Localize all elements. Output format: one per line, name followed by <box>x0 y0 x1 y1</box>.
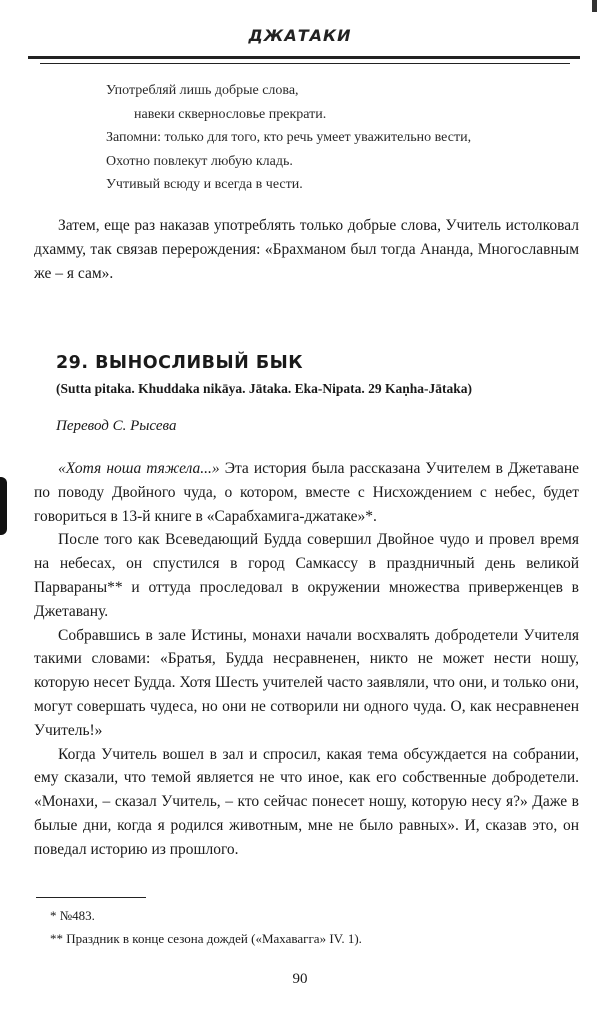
paragraph-2: После того как Всеведающий Будда совершил Двойное чудо и провел время на небесах, он спустился в город Самкассу в праздничный день великой Парвараны** и оттуда проследовал в окружении множества приверженцев в Джетавану. <box>34 531 579 620</box>
verse-line: Охотно повлекут любую кладь. <box>106 153 293 169</box>
conclusion-block <box>34 214 579 285</box>
verse-line: Учтивый всюду и всегда в чести. <box>106 177 303 192</box>
page-number: 90 <box>292 971 308 987</box>
verse-line: Употребляй лишь добрые слова, <box>106 83 299 98</box>
scan-corner-mark <box>592 0 597 12</box>
opening-quote: «Хотя ноша тяжела...» <box>58 460 220 477</box>
paragraph-1 <box>34 457 579 528</box>
running-head: ДЖАТАКИ <box>248 26 352 45</box>
verse-block <box>106 79 586 197</box>
main-text <box>34 457 579 862</box>
footnote-rule <box>36 897 146 898</box>
header-rule-thin <box>40 63 570 64</box>
footnotes <box>50 904 362 950</box>
translator-credit: Перевод С. Рысева <box>56 418 177 434</box>
scan-margin-mark <box>0 477 7 535</box>
conclusion-paragraph: Затем, еще раз наказав употреблять только добрые слова, Учитель истолковал дхамму, так связав перерождения: «Брахманом был тогда Ананда, Многославным же – я сам». <box>34 217 579 282</box>
paragraph-3: Собравшись в зале Истины, монахи начали восхвалять добродетели Учителя такими словами: «Братья, Будда несравненен, никто не может нести ношу, которую несет Будда. Хотя Шесть учителей часто заявляли, что они, и только они, могут совершать чудеса, но они не сотворили ни одного чуда. О, как несравненен Учитель!» <box>34 626 579 739</box>
footnote-2: ** Праздник в конце сезона дождей («Махавагга» IV. 1). <box>50 931 362 946</box>
verse-line: Запомни: только для того, кто речь умеет уважительно вести, <box>106 130 472 145</box>
source-citation: (Sutta pitaka. Khuddaka nikāya. Jātaka. Eka-Nipata. 29 Kaṇha-Jātaka) <box>56 381 472 396</box>
section-title: 29. ВЫНОСЛИВЫЙ БЫК <box>56 353 304 373</box>
verse-line: навеки сквернословье прекрати. <box>134 106 327 122</box>
paragraph-1-text: Эта история была рассказана Учителем в Джетаване по поводу Двойного чуда, о котором, вместе с Нисхождением с небес, будет говориться в 13-й книге в «Сарабхамига-джатаке»*. <box>34 460 579 525</box>
footnote-1: * №483. <box>50 908 95 923</box>
paragraph-4: Когда Учитель вошел в зал и спросил, какая тема обсуждается на собрании, ему сказали, что темой является не что иное, как его собственные добродетели. «Монахи, – сказал Учитель, – кто сейчас понесет ношу, которую несу я?» Даже в былые дни, когда я родился животным, мне не было равных». И, сказав это, он поведал историю из прошлого. <box>34 745 579 858</box>
header-rule-thick <box>28 56 580 59</box>
